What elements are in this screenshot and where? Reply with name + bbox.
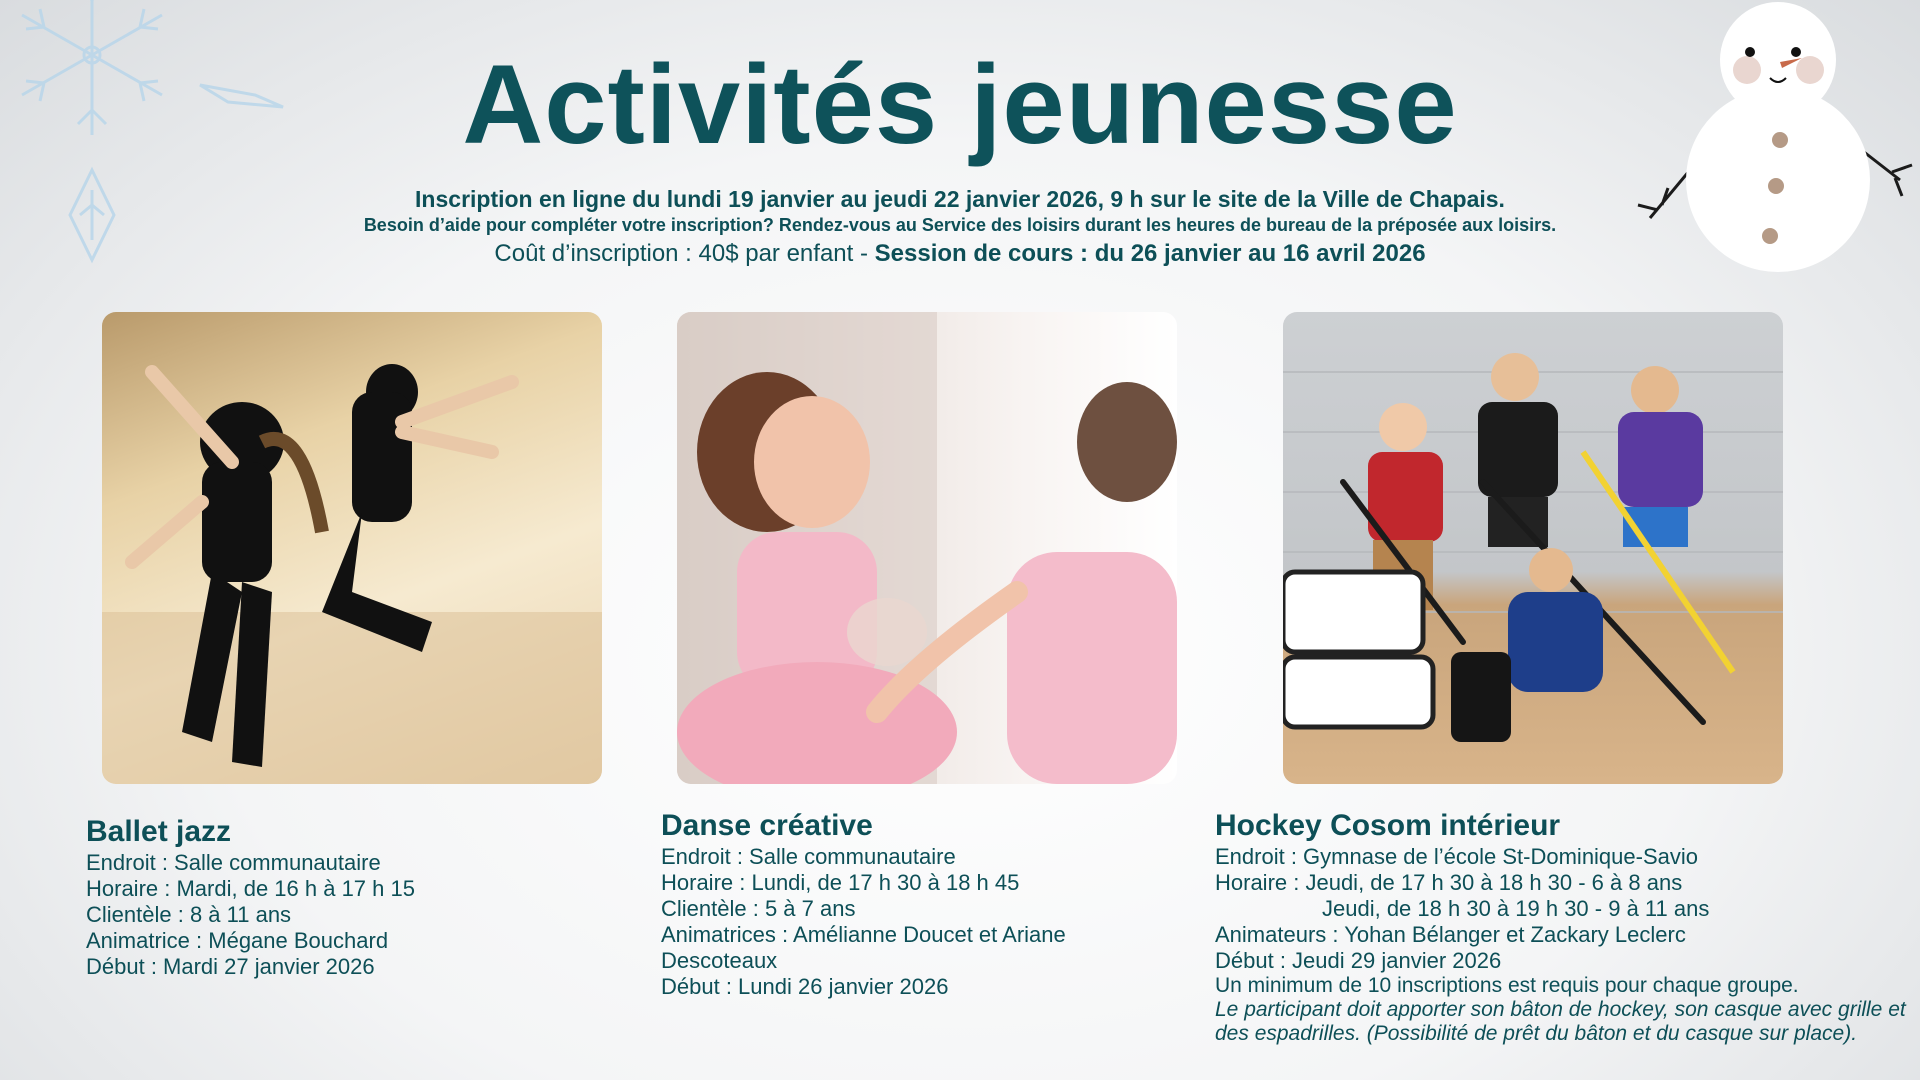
schedule-row: Horaire : Mardi, de 16 h à 17 h 15 — [86, 876, 415, 901]
session-dates: Session de cours : du 26 janvier au 16 avril 2026 — [874, 240, 1426, 267]
registration-dates: Inscription en ligne du lundi 19 janvier au jeudi 22 janvier 2026, 9 h sur le site de la Ville de Chapais. — [415, 186, 1505, 212]
schedule-row-2: Jeudi, de 18 h 30 à 19 h 30 - 9 à 11 ans — [1322, 896, 1710, 921]
page-title: Activités jeunesse — [462, 42, 1458, 167]
instructor-row-cont: Descoteaux — [661, 948, 778, 973]
age-row: Clientèle : 8 à 11 ans — [86, 902, 292, 927]
danse-creative-photo — [677, 312, 1177, 784]
start-row: Début : Jeudi 29 janvier 2026 — [1215, 948, 1502, 973]
schedule-row: Horaire : Jeudi, de 17 h 30 à 18 h 30 - 6 à 8 ans — [1215, 870, 1683, 895]
activity-danse-creative — [661, 808, 1066, 1000]
age-row: Clientèle : 5 à 7 ans — [661, 896, 856, 921]
activity-ballet-jazz — [86, 814, 415, 980]
start-row: Début : Lundi 26 janvier 2026 — [661, 974, 949, 999]
location-row: Endroit : Gymnase de l’école St-Dominique-Savio — [1215, 844, 1699, 869]
activity-hockey-cosom — [1215, 808, 1915, 1046]
schedule-row: Horaire : Lundi, de 17 h 30 à 18 h 45 — [661, 870, 1020, 895]
hockey-cosom-photo — [1283, 312, 1783, 784]
activity-title: Hockey Cosom intérieur — [1215, 809, 1561, 842]
instructor-row: Animateurs : Yohan Bélanger et Zackary Leclerc — [1215, 922, 1686, 947]
activity-title: Ballet jazz — [86, 815, 232, 848]
help-text: Besoin d’aide pour compléter votre inscription? Rendez-vous au Service des loisirs durant les heures de bureau de la préposée aux loisirs. — [363, 215, 1557, 235]
cost-and-session — [0, 240, 1920, 268]
location-row: Endroit : Salle communautaire — [86, 850, 381, 875]
activity-title: Danse créative — [661, 809, 873, 842]
minimum-note: Un minimum de 10 inscriptions est requis pour chaque groupe. — [1215, 974, 1799, 997]
ballet-jazz-photo — [102, 312, 602, 784]
start-row: Début : Mardi 27 janvier 2026 — [86, 954, 375, 979]
registration-cost: Coût d’inscription : 40$ par enfant - — [494, 240, 875, 267]
equipment-note: Le participant doit apporter son bâton de hockey, son casque avec grille et des espadrilles. (Possibilité de prêt du bâton et du casque sur place). — [1215, 998, 1906, 1045]
location-row: Endroit : Salle communautaire — [661, 844, 956, 869]
instructor-row: Animatrices : Amélianne Doucet et Ariane — [661, 922, 1066, 947]
instructor-row: Animatrice : Mégane Bouchard — [86, 928, 389, 953]
